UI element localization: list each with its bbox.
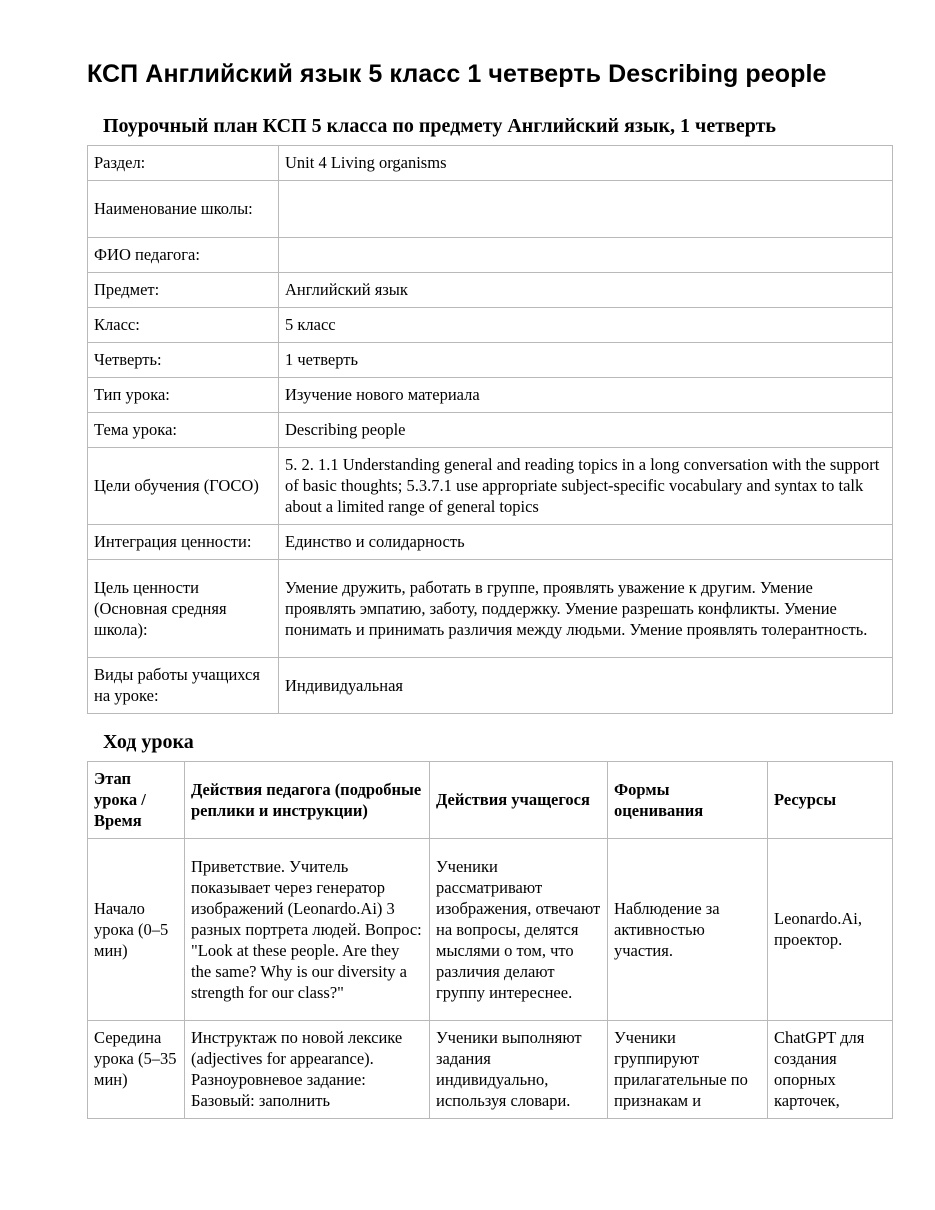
- info-label: Класс:: [88, 308, 279, 343]
- info-row: [88, 378, 893, 413]
- info-value: [279, 181, 893, 238]
- info-value: [279, 238, 893, 273]
- col-header-assessment: Формы оценивания: [608, 762, 768, 839]
- info-label: Наименование школы:: [88, 181, 279, 238]
- info-label: ФИО педагога:: [88, 238, 279, 273]
- col-header-student: Действия учащегося: [430, 762, 608, 839]
- page-title: КСП Английский язык 5 класс 1 четверть Describing people: [87, 60, 827, 88]
- stage-cell: Начало урока (0–5 мин): [88, 839, 185, 1021]
- info-row: [88, 181, 893, 238]
- table-row: [88, 839, 893, 1021]
- lesson-info-table: [87, 145, 893, 714]
- info-value: Describing people: [279, 413, 893, 448]
- resources-cell: Leonardo.Ai, проектор.: [768, 839, 893, 1021]
- info-value: 5 класс: [279, 308, 893, 343]
- info-value: Изучение нового материала: [279, 378, 893, 413]
- info-value: Английский язык: [279, 273, 893, 308]
- col-header-resources: Ресурсы: [768, 762, 893, 839]
- info-value: Индивидуальная: [279, 658, 893, 714]
- col-header-stage: Этап урока / Время: [88, 762, 185, 839]
- info-row: [88, 413, 893, 448]
- stage-cell: Середина урока (5–35 мин): [88, 1021, 185, 1119]
- assessment-cell: Ученики группируют прилагательные по признакам и: [608, 1021, 768, 1119]
- info-value: Умение дружить, работать в группе, проявлять уважение к другим. Умение проявлять эмпатию, заботу, поддержку. Умение разрешать конфликты. Умение понимать и принимать различия между людьми. Умение проявлять толерантность.: [279, 560, 893, 658]
- info-label: Раздел:: [88, 146, 279, 181]
- info-label: Тема урока:: [88, 413, 279, 448]
- info-label: Четверть:: [88, 343, 279, 378]
- lesson-flow-table: [87, 761, 893, 1119]
- info-row: [88, 525, 893, 560]
- info-row: [88, 146, 893, 181]
- info-value: Unit 4 Living organisms: [279, 146, 893, 181]
- info-label: Цель ценности (Основная средняя школа):: [88, 560, 279, 658]
- info-label: Тип урока:: [88, 378, 279, 413]
- student-cell: Ученики выполняют задания индивидуально, используя словари.: [430, 1021, 608, 1119]
- info-row: [88, 448, 893, 525]
- info-value: Единство и солидарность: [279, 525, 893, 560]
- info-label: Интеграция ценности:: [88, 525, 279, 560]
- info-row: [88, 273, 893, 308]
- info-value: 5. 2. 1.1 Understanding general and reading topics in a long conversation with the support of basic thoughts; 5.3.7.1 use appropriate subject-specific vocabulary and syntax to talk about a limited range of general topics: [279, 448, 893, 525]
- col-header-teacher: Действия педагога (подробные реплики и инструкции): [185, 762, 430, 839]
- resources-cell: ChatGPT для создания опорных карточек,: [768, 1021, 893, 1119]
- info-label: Виды работы учащихся на уроке:: [88, 658, 279, 714]
- info-row: [88, 238, 893, 273]
- plan-heading: Поурочный план КСП 5 класса по предмету Английский язык, 1 четверть: [103, 115, 776, 137]
- teacher-cell: Приветствие. Учитель показывает через генератор изображений (Leonardo.Ai) 3 разных портрета людей. Вопрос: "Look at these people. Are they the same? Why is our diversity a strength for our class?": [185, 839, 430, 1021]
- assessment-cell: Наблюдение за активностью участия.: [608, 839, 768, 1021]
- table-row: [88, 1021, 893, 1119]
- lesson-header-row: [88, 762, 893, 839]
- document-page: [87, 58, 893, 1119]
- info-row: [88, 343, 893, 378]
- info-row: [88, 560, 893, 658]
- info-label: Предмет:: [88, 273, 279, 308]
- info-row: [88, 658, 893, 714]
- info-label: Цели обучения (ГОСО): [88, 448, 279, 525]
- info-row: [88, 308, 893, 343]
- info-value: 1 четверть: [279, 343, 893, 378]
- student-cell: Ученики рассматривают изображения, отвечают на вопросы, делятся мыслями о том, что различия делают группу интереснее.: [430, 839, 608, 1021]
- teacher-cell: Инструктаж по новой лексике (adjectives for appearance). Разноуровневое задание: Базовый: заполнить: [185, 1021, 430, 1119]
- lesson-heading: Ход урока: [103, 731, 194, 753]
